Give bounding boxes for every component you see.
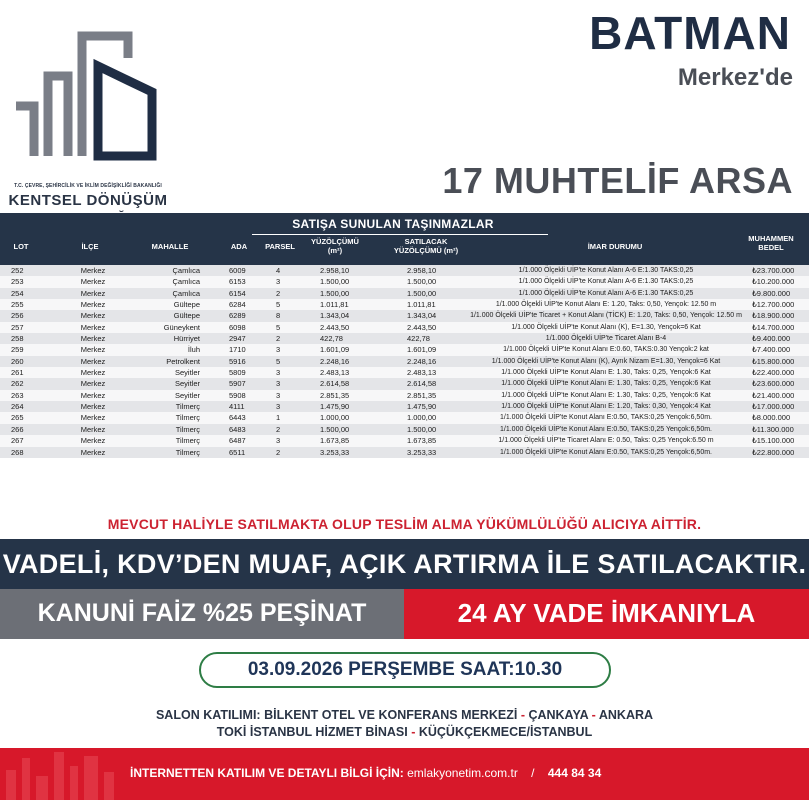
table-row xyxy=(0,265,809,276)
cell-ilce: Merkez xyxy=(80,356,106,366)
cell-mahalle: Tilmerç xyxy=(175,447,200,457)
cell-bedel: ₺12.700.000 xyxy=(752,300,795,310)
cell-imar: 1/1.000 Ölçekli UİP'te Ticaret Alanı E: 0.50, Taks: 0,25 Yençok:6.50 m xyxy=(498,437,714,445)
headline: 17 MUHTELİF ARSA xyxy=(442,160,793,201)
cell-mahalle: Tilmerç xyxy=(175,436,200,446)
cell-bedel: ₺11.300.000 xyxy=(752,424,794,434)
venue-place-ankara: BİLKENT OTEL VE KONFERANS MERKEZİ xyxy=(264,708,518,722)
cell-lot: 255 xyxy=(11,300,24,310)
cell-lot: 254 xyxy=(11,288,24,298)
cell-imar: 1/1.000 Ölçekli UİP'te Konut Alanı E: 1.20, Taks: 0,50, Yençok: 12.50 m xyxy=(495,301,717,309)
cell-yuzolcumu: 2.483,13 xyxy=(320,368,350,378)
cell-ilce: Merkez xyxy=(80,402,106,412)
cell-lot: 266 xyxy=(11,424,24,434)
cell-yuzolcumu: 2.614,58 xyxy=(320,379,350,389)
cell-satilacak: 2.614,58 xyxy=(407,379,437,389)
cell-parsel: 5 xyxy=(276,356,281,366)
cell-ada: 6153 xyxy=(229,277,246,287)
cell-yuzolcumu: 1.500,00 xyxy=(320,424,350,434)
cell-yuzolcumu: 1.500,00 xyxy=(320,277,350,287)
cell-ada: 1710 xyxy=(229,345,246,355)
cell-lot: 268 xyxy=(11,447,24,457)
cell-satilacak: 1.601,09 xyxy=(407,345,437,355)
cell-satilacak: 1.500,00 xyxy=(407,277,437,287)
col-imar: İMAR DURUMU xyxy=(587,242,643,251)
cell-lot: 260 xyxy=(11,356,24,366)
cell-satilacak: 2.443,50 xyxy=(407,322,437,332)
table-row xyxy=(0,344,809,355)
venue-line-1 xyxy=(0,708,809,722)
cell-satilacak: 2.851,35 xyxy=(407,390,437,400)
cell-satilacak: 1.011,81 xyxy=(407,300,436,310)
installment-banner: 24 AY VADE İMKANIYLA xyxy=(404,589,809,639)
cell-parsel: 2 xyxy=(276,447,281,457)
cell-lot: 257 xyxy=(11,322,24,332)
cell-mahalle: Petrolkent xyxy=(166,356,200,366)
table-row xyxy=(0,447,809,458)
cell-mahalle: Gültepe xyxy=(173,311,200,321)
section-title: SATIŞA SUNULAN TAŞINMAZLAR xyxy=(292,217,494,231)
cell-lot: 259 xyxy=(11,345,24,355)
cell-mahalle: Hürriyet xyxy=(173,334,200,344)
cell-imar: 1/1.000 Ölçekli UİP'te Konut Alanı (K), Ayrık Nizam E=1.30, Yençok=6 Kat xyxy=(491,357,721,365)
cell-mahalle: Seyitler xyxy=(174,368,200,378)
cell-satilacak: 1.500,00 xyxy=(407,288,437,298)
cell-ada: 6511 xyxy=(229,447,246,457)
cell-ilce: Merkez xyxy=(80,413,106,423)
cell-bedel: ₺15.800.000 xyxy=(752,356,795,366)
cell-ilce: Merkez xyxy=(80,311,106,321)
cell-lot: 263 xyxy=(11,390,24,400)
cell-lot: 264 xyxy=(11,402,24,412)
table-row xyxy=(0,356,809,367)
cell-yuzolcumu: 3.253,33 xyxy=(320,447,350,457)
cell-imar: 1/1.000 Ölçekli UİP'te Konut Alanı E: 1.30, Taks: 0,25, Yençok:6 Kat xyxy=(501,369,711,377)
cell-imar: 1/1.000 Ölçekli UİP'te Ticaret + Konut Alanı (TİCK) E: 1.20, Taks: 0,50, Yençok: 12.50 m xyxy=(470,312,742,320)
cell-imar: 1/1.000 Ölçekli UİP'te Konut Alanı E: 1.30, Taks: 0,25, Yençok:6 Kat xyxy=(501,380,711,388)
table-row xyxy=(0,333,809,344)
cell-mahalle: Tilmerç xyxy=(175,402,200,412)
cell-mahalle: Tilmerç xyxy=(175,424,200,434)
cell-yuzolcumu: 1.500,00 xyxy=(320,288,350,298)
cell-bedel: ₺21.400.000 xyxy=(752,390,795,400)
cell-parsel: 5 xyxy=(276,300,281,310)
cell-ilce: Merkez xyxy=(80,334,106,344)
cell-lot: 252 xyxy=(11,266,24,275)
cell-yuzolcumu: 2.443,50 xyxy=(320,322,350,332)
cell-satilacak: 422,78 xyxy=(407,334,430,344)
cell-yuzolcumu: 1.475,90 xyxy=(320,402,350,412)
cell-bedel: ₺10.200.000 xyxy=(752,277,795,287)
col-ada: ADA xyxy=(230,242,248,251)
cell-lot: 261 xyxy=(11,368,24,378)
cell-satilacak: 1.343,04 xyxy=(407,311,437,321)
cell-yuzolcumu: 1.011,81 xyxy=(320,300,349,310)
cell-yuzolcumu: 1.000,00 xyxy=(320,413,350,423)
cell-parsel: 2 xyxy=(276,334,281,344)
ministry-text: T.C. ÇEVRE, ŞEHİRCİLİK VE İKLİM DEĞİŞİKLİĞİ BAKANLIĞI xyxy=(14,183,162,189)
venue-dash: - xyxy=(517,708,529,722)
cell-satilacak: 2.248,16 xyxy=(407,356,437,366)
cell-imar: 1/1.000 Ölçekli UİP'te Konut Alanı E:0.50, TAKS:0,25 Yençok:6,50m. xyxy=(500,414,712,422)
col-lot: LOT xyxy=(13,242,29,251)
venue-place-istanbul: TOKİ İSTANBUL HİZMET BİNASI xyxy=(216,725,408,739)
col-bedel xyxy=(736,234,806,252)
cell-imar: 1/1.000 Ölçekli UİP'te Konut Alanı A-6 E:1.30 TAKS:0,25 xyxy=(518,267,694,274)
cell-imar: 1/1.000 Ölçekli UİP'te Konut Alanı (K), E=1.30, Yençok=6 Kat xyxy=(511,323,701,331)
cell-ada: 5809 xyxy=(229,368,246,378)
building-logo-icon xyxy=(10,26,160,181)
cell-mahalle: Gültepe xyxy=(173,300,200,310)
cell-mahalle: Güneykent xyxy=(163,322,200,332)
cell-ilce: Merkez xyxy=(80,368,106,378)
cell-yuzolcumu: 2.248,16 xyxy=(320,356,350,366)
cell-lot: 256 xyxy=(11,311,24,321)
cell-ilce: Merkez xyxy=(80,390,106,400)
cell-satilacak: 1.475,90 xyxy=(407,402,437,412)
table-row xyxy=(0,367,809,378)
table-row xyxy=(0,310,809,321)
cell-satilacak: 1.500,00 xyxy=(407,424,437,434)
cell-satilacak: 1.673,85 xyxy=(407,436,437,446)
cell-ilce: Merkez xyxy=(80,300,106,310)
cell-imar: 1/1.000 Ölçekli UİP'te Konut Alanı E:0.60, TAKS:0.30 Yençok:2 kat xyxy=(503,346,709,354)
col-parsel: PARSEL xyxy=(265,242,295,251)
cell-parsel: 3 xyxy=(276,402,281,412)
col-bedel-line2: BEDEL xyxy=(758,243,784,252)
cell-bedel: ₺8.000.000 xyxy=(752,413,791,423)
table-body xyxy=(0,265,809,458)
cell-bedel: ₺18.900.000 xyxy=(752,311,795,321)
cell-lot: 265 xyxy=(11,413,24,423)
cell-ada: 6443 xyxy=(229,413,246,423)
cell-ilce: Merkez xyxy=(80,266,106,275)
cell-yuzolcumu: 1.601,09 xyxy=(320,345,350,355)
cell-parsel: 2 xyxy=(276,288,281,298)
cell-ada: 2947 xyxy=(229,334,246,344)
cell-yuzolcumu: 1.673,85 xyxy=(320,436,350,446)
venue-dash: - xyxy=(588,708,599,722)
cell-parsel: 5 xyxy=(276,322,281,332)
payment-terms-banner: KANUNİ FAİZ %25 PEŞİNAT xyxy=(0,589,404,639)
cell-parsel: 3 xyxy=(276,436,281,446)
cell-mahalle: Seyitler xyxy=(174,379,200,389)
cell-parsel: 1 xyxy=(276,413,281,423)
cell-satilacak: 1.000,00 xyxy=(407,413,437,423)
table-row xyxy=(0,390,809,401)
col-satilacak-line2: YÜZÖLÇÜMÜ (m²) xyxy=(393,246,459,255)
col-yuzolcumu-line2: (m²) xyxy=(327,246,343,255)
col-yuzolcumu-line1: YÜZÖLÇÜMÜ xyxy=(311,237,359,246)
cell-ada: 5916 xyxy=(229,356,246,366)
section-divider xyxy=(252,234,548,235)
cell-parsel: 3 xyxy=(276,379,281,389)
cell-mahalle: İluh xyxy=(187,345,200,355)
cell-ilce: Merkez xyxy=(80,345,106,355)
sale-method-banner: VADELİ, KDV’DEN MUAF, AÇIK ARTIRMA İLE SATILACAKTIR. xyxy=(0,539,809,589)
cell-parsel: 2 xyxy=(276,424,281,434)
cell-ilce: Merkez xyxy=(80,277,106,287)
cell-bedel: ₺7.400.000 xyxy=(752,345,791,355)
cell-imar: 1/1.000 Ölçekli UİP'te Konut Alanı E: 1.30, Taks: 0,25, Yençok:6 Kat xyxy=(501,391,711,399)
cell-yuzolcumu: 2.958,10 xyxy=(320,266,350,275)
cell-ada: 6284 xyxy=(229,300,246,310)
venue-district-ankara: ÇANKAYA xyxy=(528,708,589,722)
col-satilacak xyxy=(385,237,467,255)
table-row xyxy=(0,322,809,333)
cell-imar: 1/1.000 Ölçekli UİP'te Konut Alanı A-6 E:1.30 TAKS:0,25 xyxy=(518,289,694,297)
footer-bar xyxy=(0,748,809,800)
cell-ada: 5908 xyxy=(229,390,246,400)
contact-separator: / xyxy=(531,766,535,780)
cell-ada: 6098 xyxy=(229,322,246,332)
cell-bedel: ₺9.800.000 xyxy=(752,288,791,298)
cell-bedel: ₺22.800.000 xyxy=(752,447,795,457)
col-satilacak-line1: SATILACAK xyxy=(404,237,448,246)
notice-text: MEVCUT HALİYLE SATILMAKTA OLUP TESLİM ALMA YÜKÜMLÜLÜĞÜ ALICIYA AİTTİR. xyxy=(107,516,702,532)
cell-lot: 267 xyxy=(11,436,24,446)
cell-imar: 1/1.000 Ölçekli UİP'te Konut Alanı E: 1.20, Taks: 0,30, Yençok:4 Kat xyxy=(501,403,711,411)
cell-ilce: Merkez xyxy=(80,322,106,332)
cell-lot: 262 xyxy=(11,379,24,389)
table-header xyxy=(0,213,809,265)
venue-line-2 xyxy=(0,725,809,739)
cell-mahalle: Çamlıca xyxy=(172,288,200,298)
contact-info xyxy=(130,766,601,780)
col-bedel-line1: MUHAMMEN xyxy=(748,234,794,243)
cell-parsel: 4 xyxy=(276,266,281,275)
skyline-decoration-icon xyxy=(0,748,150,800)
table-row xyxy=(0,299,809,310)
cell-parsel: 3 xyxy=(276,390,281,400)
cell-parsel: 3 xyxy=(276,277,281,287)
cell-yuzolcumu: 1.343,04 xyxy=(320,311,350,321)
cell-ilce: Merkez xyxy=(80,424,106,434)
contact-label: İNTERNETTEN KATILIM VE DETAYLI BİLGİ İÇİN: xyxy=(130,766,404,780)
auction-date: 03.09.2026 PERŞEMBE SAAT:10.30 xyxy=(199,652,611,688)
cell-yuzolcumu: 2.851,35 xyxy=(320,390,350,400)
venue-city-ankara: ANKARA xyxy=(598,708,654,722)
table-row xyxy=(0,276,809,287)
cell-yuzolcumu: 422,78 xyxy=(320,334,343,344)
city-title: BATMAN xyxy=(589,7,791,59)
venue-dash: - xyxy=(407,725,419,739)
cell-ada: 6289 xyxy=(229,311,246,321)
cell-mahalle: Tilmerç xyxy=(175,413,200,423)
cell-imar: 1/1.000 Ölçekli UİP'te Ticaret Alanı B-4 xyxy=(545,335,667,343)
website-link[interactable]: emlakyonetim.com.tr xyxy=(407,766,518,780)
cell-mahalle: Çamlıca xyxy=(172,277,200,287)
venue-label: SALON KATILIMI: xyxy=(155,708,261,722)
cell-imar: 1/1.000 Ölçekli UİP'te Konut Alanı A-6 E:1.30 TAKS:0,25 xyxy=(518,278,694,286)
cell-mahalle: Seyitler xyxy=(174,390,200,400)
col-mahalle: MAHALLE xyxy=(151,242,189,251)
cell-satilacak: 3.253,33 xyxy=(407,447,437,457)
cell-ada: 6154 xyxy=(229,288,246,298)
cell-ada: 6009 xyxy=(229,266,246,275)
col-ilce: İLÇE xyxy=(81,242,99,251)
venue-city-istanbul: KÜÇÜKÇEKMECE/İSTANBUL xyxy=(418,725,593,739)
cell-bedel: ₺15.100.000 xyxy=(752,436,795,446)
cell-ilce: Merkez xyxy=(80,379,106,389)
table-row xyxy=(0,288,809,299)
cell-ada: 5907 xyxy=(229,379,246,389)
cell-ilce: Merkez xyxy=(80,436,106,446)
phone-number[interactable]: 444 84 34 xyxy=(547,766,602,780)
cell-bedel: ₺17.000.000 xyxy=(752,402,795,412)
cell-mahalle: Çamlıca xyxy=(172,266,200,275)
cell-ada: 4111 xyxy=(229,402,245,412)
cell-satilacak: 2.958,10 xyxy=(407,266,437,275)
cell-imar: 1/1.000 Ölçekli UİP'te Konut Alanı E:0.50, TAKS:0,25 Yençok:6,50m. xyxy=(500,448,712,456)
cell-parsel: 3 xyxy=(276,345,281,355)
cell-bedel: ₺9.400.000 xyxy=(752,334,791,344)
table-row xyxy=(0,424,809,435)
logo-title: KENTSEL DÖNÜŞÜM xyxy=(8,192,168,209)
table-row xyxy=(0,401,809,412)
table-row xyxy=(0,412,809,423)
cell-ilce: Merkez xyxy=(80,288,106,298)
col-yuzolcumu xyxy=(305,237,365,255)
cell-bedel: ₺23.700.000 xyxy=(752,266,795,275)
logo xyxy=(8,26,168,209)
cell-satilacak: 2.483,13 xyxy=(407,368,437,378)
cell-ilce: Merkez xyxy=(80,447,106,457)
district-title: Merkez'de xyxy=(677,64,793,91)
table-row xyxy=(0,378,809,389)
cell-bedel: ₺23.600.000 xyxy=(752,379,795,389)
cell-ada: 6483 xyxy=(229,424,246,434)
cell-parsel: 8 xyxy=(276,311,281,321)
cell-ada: 6487 xyxy=(229,436,246,446)
cell-parsel: 3 xyxy=(276,368,281,378)
cell-imar: 1/1.000 Ölçekli UİP'te Konut Alanı E:0.50, TAKS:0,25 Yençok:6,50m. xyxy=(500,425,712,433)
table-row xyxy=(0,435,809,446)
cell-bedel: ₺14.700.000 xyxy=(752,322,795,332)
cell-lot: 253 xyxy=(11,277,24,287)
cell-lot: 258 xyxy=(11,334,24,344)
cell-bedel: ₺22.400.000 xyxy=(752,368,795,378)
